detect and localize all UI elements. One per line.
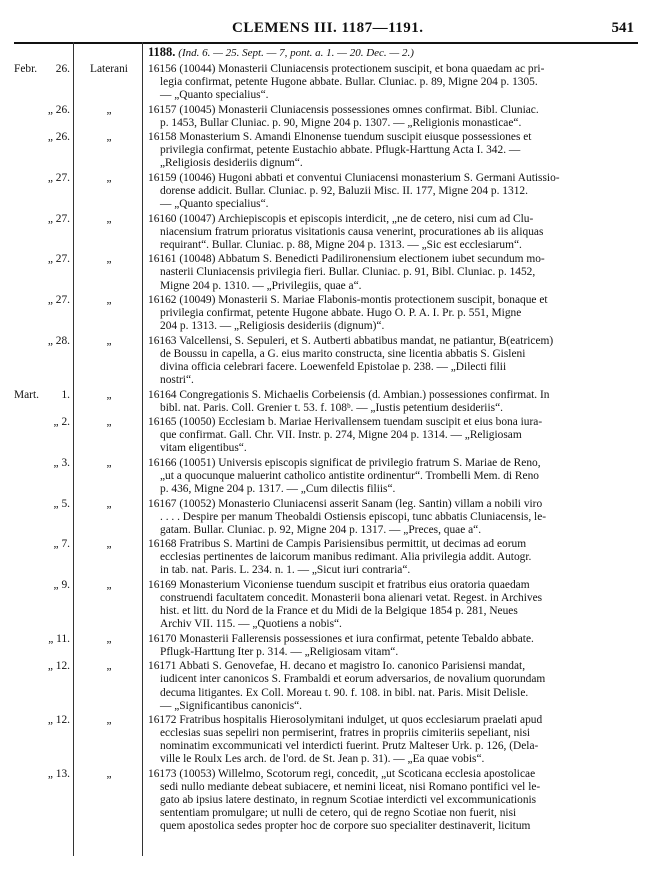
entry-date xyxy=(14,294,70,307)
entry-text xyxy=(148,660,638,712)
entry-date xyxy=(14,416,70,429)
entry-day: „ 12. xyxy=(47,660,70,673)
entry-date xyxy=(14,457,70,470)
entry-day: „ 3. xyxy=(53,456,70,469)
entry-line: 16171 Abbati S. Genovefae, H. decano et magistro Io. canonico Parisiensi mandat, xyxy=(148,660,526,673)
entry-date xyxy=(14,335,70,348)
entry-line: divina officia celebrari facere. Loewenfeld Epistolae p. 238. — „Dilecti filii xyxy=(160,360,507,373)
entry-date xyxy=(14,172,70,185)
entry-text xyxy=(148,498,638,537)
entry-place: „ xyxy=(106,660,112,673)
entry-line: hist. et litt. du Nord de la France et du Midi de la Belgique 1854 p. 281, Neues xyxy=(160,605,518,618)
entry-line: 16160 (10047) Archiepiscopis et episcopis interdicit, „ne de cetero, nisi cum ad Clu- xyxy=(148,212,534,225)
year-heading xyxy=(148,46,638,60)
entry-date xyxy=(14,714,70,727)
entry-day: „ 13. xyxy=(47,768,70,780)
entry-line: bibl. nat. Paris. Coll. Grenier t. 53. f. 108ᵇ. — „Iustis petentium desideriis“. xyxy=(160,401,503,414)
entry-place: „ xyxy=(106,579,112,591)
entry-place: „ xyxy=(106,714,112,727)
entry-line: gatam. Bullar. Cluniac. p. 92, Migne 204 p. 1317. — „Preces, quae a“. xyxy=(160,523,482,536)
entry-line: nominatim excommunicati vel interdicti fuerint. Prutz Malteser Urk. p. 126, (Dela- xyxy=(160,740,539,753)
entry-date xyxy=(14,389,70,402)
entry-line: quem apostolica sedes propter hoc de corpore suo specialiter destinaverit, licitum xyxy=(160,820,531,833)
entry-day: 26. xyxy=(55,63,70,75)
entry-text xyxy=(148,294,638,333)
entry-line: 16163 Valcellensi, S. Sepuleri, et S. Autberti abbatibus mandat, ne patiantur, B(eatricem) xyxy=(148,334,554,347)
page-number: 541 xyxy=(611,20,634,36)
entry-line: gato ab ipsius latere destinato, in regnum Scotiae interdicti vel excommunicationis xyxy=(160,794,537,807)
entry-text xyxy=(148,335,638,387)
entry-place: „ xyxy=(106,212,112,225)
entry-line: 16157 (10045) Monasterii Cluniacensis possessiones omnes confirmat. Bibl. Cluniac. xyxy=(148,103,539,116)
entry-line: dorense addicit. Bullar. Cluniac. p. 92, Baluzii Misc. II. 177, Migne 204 p. 1312. xyxy=(160,185,528,198)
entry-date xyxy=(14,660,70,673)
entry-line: 16161 (10048) Abbatum S. Benedicti Padilironensium electionem iubet secundum mo- xyxy=(148,253,545,266)
entry-line: ecclesias suas sepeliri non permiserint, fratres in propriis cimiteriis sepeliant, nisi xyxy=(160,727,531,740)
entry-line: Migne 204 p. 1310. — „Privilegiis, quae a“. xyxy=(160,279,362,292)
entry-date xyxy=(14,579,70,592)
entry-day: „ 27. xyxy=(47,212,70,225)
entry-line: 16170 Monasterii Fallerensis possessiones et iura confirmat, petente Tebaldo abbate. xyxy=(148,632,534,645)
entry-place: „ xyxy=(106,172,112,184)
entry-line: 16158 Monasterium S. Amandi Elnonense tuendum suscipit eiusque possessiones et xyxy=(148,131,532,144)
entry-day: „ 2. xyxy=(53,416,70,429)
entry-line: p. 1453, Bullar Cluniac. p. 90, Migne 204 p. 1307. — „Religionis monasticae“. xyxy=(160,116,522,129)
entry-day: „ 9. xyxy=(53,579,70,591)
entry-line: Archiv VII. 115. — „Quotiens a nobis“. xyxy=(160,618,342,631)
entry-line: 16169 Monasterium Viconiense tuendum suscipit et fratribus eius oratoria quaedam xyxy=(148,579,530,591)
running-title: CLEMENS III. 1187—1191. xyxy=(232,20,424,36)
entry-line: — „Significantibus canonicis“. xyxy=(160,699,303,712)
entry-text xyxy=(148,213,638,252)
entry-day: „ 26. xyxy=(47,103,70,116)
entry-day: „ 5. xyxy=(53,497,70,510)
entry-place: „ xyxy=(106,538,112,551)
entry-line: — „Quanto specialius“. xyxy=(160,89,269,102)
entry-line: in tab. nat. Paris. L. 234. n. 1. — „Sicut iuri contraria“. xyxy=(160,564,411,577)
entry-month: Mart. xyxy=(14,388,39,401)
entry-line: decuma litigantes. Ex Coll. Moreau t. 90. f. 108. in bibl. nat. Paris. Misit Delisle. xyxy=(160,686,529,699)
entry-line: que confirmat. Gall. Chr. VII. Instr. p. 274, Migne 204 p. 1314. — „Religiosam xyxy=(160,429,522,442)
entry-text xyxy=(148,131,638,170)
entry-date xyxy=(14,633,70,646)
page-header xyxy=(0,18,650,40)
column-divider-place xyxy=(142,42,143,856)
entry-line: 16165 (10050) Ecclesiam b. Mariae Herivallensem tuendam suscipit et eius bona iura- xyxy=(148,416,543,429)
entry-place: „ xyxy=(106,294,112,307)
entry-month: Febr. xyxy=(14,63,38,75)
entry-line: nostri“. xyxy=(160,374,194,387)
entry-line: ecclesias pertinentes de laicorum manibus redimant. Alia privilegia addit. Autogr. xyxy=(160,551,532,564)
entry-line: sedi nullo mediante debeat subiacere, et nemini liceat, nisi Romano pontifici vel le- xyxy=(160,781,541,794)
entry-text xyxy=(148,457,638,496)
column-divider-date xyxy=(73,42,74,856)
entry-place: „ xyxy=(106,131,112,144)
entry-date xyxy=(14,104,70,117)
entry-line: privilegia confirmat, petente Eustachio abbate. Pflugk-Harttung Acta I. 342. — xyxy=(160,144,521,157)
entry-place: Laterani xyxy=(90,63,128,75)
entry-day: „ 26. xyxy=(47,131,70,144)
entry-place: „ xyxy=(106,388,112,401)
entry-day: „ 27. xyxy=(47,294,70,307)
entry-day: „ 28. xyxy=(47,334,70,347)
entry-text xyxy=(148,633,638,659)
entry-line: 16164 Congregationis S. Michaelis Corbeiensis (d. Ambian.) possessiones confirmat. In xyxy=(148,388,550,401)
entry-text xyxy=(148,172,638,211)
entry-line: 16156 (10044) Monasterii Cluniacensis protectionem suscipit, et bona quaedam ac pri- xyxy=(148,63,545,75)
entry-place: „ xyxy=(106,632,112,645)
entry-line: privilegia confirmat, petente Hugone abbate. Hugo O. P. A. I. Pr. p. 551, Migne xyxy=(160,307,522,320)
entry-day: „ 27. xyxy=(47,172,70,184)
entry-date xyxy=(14,768,70,781)
entry-text xyxy=(148,768,638,833)
entry-day: „ 7. xyxy=(53,538,70,551)
entry-date xyxy=(14,131,70,144)
entry-line: nasterii Cluniacensis privilegia fieri. Bullar. Cluniac. p. 91, Bibl. Cluniac. p. 1452, xyxy=(160,266,536,279)
entry-line: . . . . Despire per manum Theobaldi Ostiensis episcopi, tunc abbatis Cluniacensis, le- xyxy=(160,510,547,523)
entry-place: „ xyxy=(106,103,112,116)
entry-text xyxy=(148,579,638,631)
entry-text xyxy=(148,253,638,292)
entry-day: 1. xyxy=(61,388,70,401)
entry-line: 16172 Fratribus hospitalis Hierosolymitani indulget, ut quos ecclesiarum praelati apud xyxy=(148,714,543,727)
entry-line: requirant“. Bullar. Cluniac. p. 88, Migne 204 p. 1313. — „Sic est ecclesiarum“. xyxy=(160,238,522,251)
entry-text xyxy=(148,538,638,577)
entry-place: „ xyxy=(106,456,112,469)
entry-place: „ xyxy=(106,253,112,266)
entry-line: p. 436, Migne 204 p. 1317. — „Cum dilectis filiis“. xyxy=(160,483,396,496)
entry-place: „ xyxy=(106,334,112,347)
entry-day: „ 11. xyxy=(48,632,70,645)
entry-day: „ 12. xyxy=(47,714,70,727)
entry-date xyxy=(14,498,70,511)
entry-date xyxy=(14,63,70,76)
entry-line: — „Quanto specialius“. xyxy=(160,198,269,211)
entry-line: 16162 (10049) Monasterii S. Mariae Flabonis-montis protectionem suscipit, bonaque et xyxy=(148,294,548,307)
entry-line: „ut a quocunque maluerint catholico antistite ordinentur“. Trombelli Mem. di Reno xyxy=(160,469,539,482)
entry-text xyxy=(148,714,638,766)
entry-line: 16167 (10052) Monasterio Cluniacensi asserit Sanam (leg. Santin) villam a nobili viro xyxy=(148,497,543,510)
entry-day: „ 27. xyxy=(47,253,70,266)
entry-place: „ xyxy=(106,768,112,780)
entry-date xyxy=(14,253,70,266)
entry-line: 16166 (10051) Universis episcopis significat de privilegio fratrum S. Mariae de Reno, xyxy=(148,456,541,469)
header-rule xyxy=(14,42,638,44)
year-number: 1188. xyxy=(148,45,176,59)
entry-line: construendi facultatem concedit. Monasterii bona alienari vetat. Regest. in Archives xyxy=(160,592,543,605)
entry-line: 16168 Fratribus S. Martini de Campis Parisiensibus permittit, ut decimas ad eorum xyxy=(148,538,527,551)
entry-text xyxy=(148,389,638,415)
entry-text xyxy=(148,63,638,102)
entry-line: de Boussu in capella, a G. eius marito constructa, sine licentia abbatis S. Gisleni xyxy=(160,347,526,360)
entry-line: iudicent inter canonicos S. Frambaldi et eorum adversarios, de novalium quorundam xyxy=(160,673,546,686)
year-detail: (Ind. 6. — 25. Sept. — 7, pont. a. 1. — 20. Dec. — 2.) xyxy=(178,47,414,59)
entry-line: sententiam promulgare; ut nulli de cetero, qui de regno Scotiae non fuerit, nisi xyxy=(160,807,517,820)
entry-line: vitam eligentibus“. xyxy=(160,442,247,455)
entry-line: 16159 (10046) Hugoni abbati et conventui Cluniacensi monasterium S. Germani Autissio- xyxy=(148,172,560,184)
entry-text xyxy=(148,104,638,130)
entry-date xyxy=(14,538,70,551)
entry-line: Pflugk-Harttung Iter p. 314. — „Religiosam vitam“. xyxy=(160,645,399,658)
entry-text xyxy=(148,416,638,455)
entry-place: „ xyxy=(106,497,112,510)
entry-line: ville le Roulx Les arch. de l'ord. de St. Jean p. 31). — „Ea quae vobis“. xyxy=(160,753,485,766)
entry-date xyxy=(14,213,70,226)
entry-line: niacensium fratrum prioratus visitationis causa venerint, procurationes ab iis aliquas xyxy=(160,225,544,238)
entry-line: „Religiosis desideriis dignum“. xyxy=(160,157,303,170)
entry-place: „ xyxy=(106,416,112,429)
entry-line: 16173 (10053) Willelmo, Scotorum regi, concedit, „ut Scoticana ecclesia apostolicae xyxy=(148,768,536,780)
entry-line: legia confirmat, petente Hugone abbate. Bullar. Cluniac. p. 89, Migne 204 p. 1305. xyxy=(160,76,538,89)
entry-line: 204 p. 1313. — „Religiosis desideriis (dignum)“. xyxy=(160,320,385,333)
